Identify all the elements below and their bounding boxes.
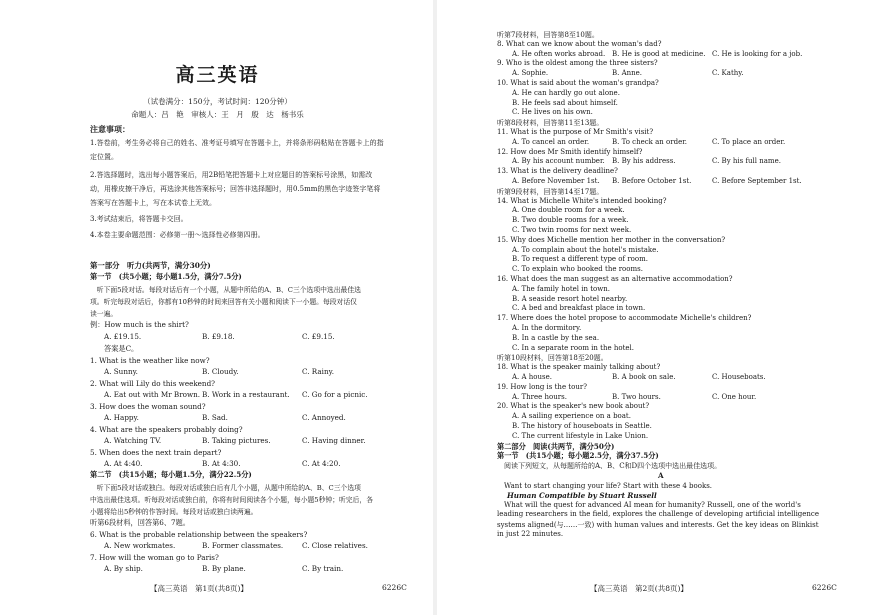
- question-option: C. At 4:20.: [302, 459, 341, 468]
- example-option: A. £19.15.: [104, 332, 142, 341]
- question-option: A. In the dormitory.: [512, 324, 582, 332]
- question-option: B. A book on sale.: [612, 373, 676, 381]
- question-option: C. To place an order.: [712, 137, 786, 146]
- question-option: C. Go for a picnic.: [302, 390, 368, 399]
- passage-line: leading researchers in the field, explores the challenge of developing artificial intelligence: [497, 510, 819, 519]
- material6-heading: 听第6段材料，回答第6、7题。: [90, 518, 190, 527]
- question-option: C. To explain who booked the rooms.: [512, 265, 643, 274]
- notice-line: 动，用橡皮擦干净后，再选涂其他答案标号；回答非选择题时，用0.5mm的黑色字迹签字笔将: [90, 185, 381, 193]
- question-option: A. One double room for a week.: [512, 206, 625, 215]
- question-option: A. A house.: [512, 373, 552, 381]
- question-option: B. He feels sad about himself.: [512, 98, 618, 107]
- authors: 命题人：吕 艳 审核人：王 月 殷 达 杨书乐: [131, 110, 304, 119]
- question-option: C. One hour.: [712, 392, 757, 401]
- example-option: C. £9.15.: [302, 332, 335, 341]
- question-option: C. Annoyed.: [302, 413, 346, 422]
- question-option: C. Two twin rooms for next week.: [512, 226, 632, 234]
- question-stem: 10. What is said about the woman's grandpa?: [497, 79, 659, 87]
- question-option: B. At 4:30.: [202, 459, 241, 468]
- question-stem: 6. What is the probable relationship between the speakers?: [90, 530, 308, 539]
- question-stem: 11. What is the purpose of Mr Smith's visit?: [497, 128, 654, 136]
- question-option: A. Watching TV.: [104, 436, 162, 445]
- question-option: C. Houseboats.: [712, 373, 766, 381]
- question-option: C. Rainy.: [302, 367, 334, 376]
- section-heading: 第二部分 阅读(共两节，满分50分): [497, 441, 615, 451]
- question-stem: 20. What is the speaker's new book about?: [497, 402, 650, 411]
- question-stem: 3. How does the woman sound?: [90, 402, 206, 411]
- example-question: 例：How much is the shirt?: [90, 320, 189, 329]
- question-option: A. By ship.: [104, 564, 143, 573]
- question-option: A. A sailing experience on a boat.: [512, 412, 631, 421]
- question-stem: 8. What can we know about the woman's dad?: [497, 39, 662, 48]
- question-stem: 1. What is the weather like now?: [90, 356, 210, 365]
- passage-line: in just 22 minutes.: [497, 529, 564, 538]
- question-option: B. Sad.: [202, 413, 228, 422]
- question-stem: 16. What does the man suggest as an alternative accommodation?: [497, 275, 733, 283]
- question-option: A. The family hotel in town.: [512, 284, 610, 293]
- book-title: Human Compatible by Stuart Russell: [507, 490, 657, 500]
- question-option: A. He can hardly go out alone.: [512, 88, 620, 97]
- question-option: B. Before October 1st.: [612, 177, 692, 185]
- question-stem: 7. How will the woman go to Paris?: [90, 553, 219, 562]
- passage-line: 阅读下列短文，从每题所给的A、B、C和D四个选项中选出最佳选项。: [497, 462, 722, 471]
- question-option: C. He lives on his own.: [512, 108, 593, 117]
- material-heading: 听第9段材料，回答第14至17题。: [497, 187, 604, 196]
- question-option: B. In a castle by the sea.: [512, 333, 600, 342]
- question-option: C. In a separate room in the hotel.: [512, 343, 634, 352]
- question-option: B. Taking pictures.: [202, 436, 271, 445]
- question-option: B. To request a different type of room.: [512, 255, 648, 264]
- question-option: A. To cancel an order.: [512, 137, 590, 146]
- question-option: B. Two double rooms for a week.: [512, 216, 629, 225]
- sec1-instruction-line: 项。听完每段对话后，你都有10秒钟的时间来回答有关小题和阅读下一小题。每段对话仅: [90, 298, 357, 306]
- sec2-instruction-line: 听下面5段对话或独白。每段对话或独白后有几个小题，从题中所给的A、B、C三个选项: [90, 484, 361, 492]
- material-heading: 听第10段材料，回答第18至20题。: [497, 354, 608, 363]
- question-stem: 17. Where does the hotel propose to accommodate Michelle's children?: [497, 314, 752, 323]
- score-info: （试卷满分：150分，考试时间：120分钟）: [143, 97, 292, 106]
- passage-line: systems aligned(与……一致) with human values and interests. Get the key ideas on Blinkist: [497, 521, 819, 529]
- question-option: C. Before September 1st.: [712, 177, 802, 185]
- question-option: C. Close relatives.: [302, 541, 368, 550]
- question-option: A. New workmates.: [104, 541, 176, 550]
- question-option: A. Sophie.: [512, 69, 549, 78]
- notice-line: 1.答卷前，考生务必将自己的姓名、准考证号填写在答题卡上，并将条形码粘贴在答题卡上的指: [90, 139, 384, 147]
- passage-line: Want to start changing your life? Start with these 4 books.: [497, 481, 713, 490]
- question-option: C. He is looking for a job.: [712, 49, 803, 58]
- question-option: A. Happy.: [104, 413, 139, 422]
- notice-heading: 注意事项：: [90, 124, 130, 134]
- question-option: B. Cloudy.: [202, 367, 239, 376]
- question-option: B. Former classmates.: [202, 541, 284, 550]
- passage-line: What will the quest for advanced AI mean for humanity? Russell, one of the world's: [497, 501, 801, 510]
- question-option: A. Sunny.: [104, 367, 138, 376]
- exam-title: 高三英语: [175, 64, 260, 86]
- question-stem: 18. What is the speaker mainly talking about?: [497, 363, 661, 372]
- question-option: A. To complain about the hotel's mistake.: [512, 245, 659, 254]
- example-answer: 答案是C。: [104, 344, 139, 353]
- sec1-instruction-line: 读一遍。: [90, 310, 118, 318]
- sec2-heading: 第二节 (共15小题；每小题1.5分，满分22.5分): [90, 470, 252, 479]
- material-heading: 听第7段材料，回答第8至10题。: [497, 31, 599, 39]
- question-stem: 4. What are the speakers probably doing?: [90, 425, 243, 434]
- question-option: C. By train.: [302, 564, 344, 573]
- page2-code: 6226C: [812, 583, 837, 592]
- question-stem: 13. What is the delivery deadline?: [497, 167, 618, 176]
- notice-line: 定位置。: [90, 153, 118, 161]
- notice-line: 4.本卷主要命题范围：必修第一册～选择性必修第四册。: [90, 231, 265, 239]
- question-option: B. He is good at medicine.: [612, 49, 706, 58]
- sec2-instruction-line: 中选出最佳选项。听每段对话或独白前，你将有时间阅读各个小题，每小题5秒钟；听完后，各: [90, 496, 373, 504]
- question-option: C. By his full name.: [712, 157, 781, 166]
- question-option: A. Three hours.: [512, 392, 567, 401]
- question-stem: 15. Why does Michelle mention her mother in the conversation?: [497, 235, 726, 244]
- sec1-heading: 第一节 (共5小题；每小题1.5分，满分7.5分): [90, 272, 242, 281]
- question-option: A. Eat out with Mr Brown.: [104, 390, 201, 399]
- question-option: B. By his address.: [612, 157, 676, 166]
- part1-heading: 第一部分 听力(共两节，满分30分): [90, 261, 211, 270]
- question-stem: 12. How does Mr Smith identify himself?: [497, 147, 643, 156]
- notice-line: 答案写在答题卡上，写在本试卷上无效。: [90, 199, 216, 207]
- question-option: A. He often works abroad.: [512, 49, 606, 58]
- question-option: B. By plane.: [202, 564, 246, 573]
- question-option: A. Before November 1st.: [512, 177, 600, 185]
- page1-code: 6226C: [382, 583, 407, 592]
- question-stem: 9. Who is the oldest among the three sisters?: [497, 59, 658, 68]
- page2-footer: 【高三英语 第2页(共8页)】: [590, 584, 688, 593]
- question-option: C. Having dinner.: [302, 436, 366, 445]
- question-option: B. Two hours.: [612, 392, 661, 401]
- notice-line: 2.答选择题时，选出每小题答案后，用2B铅笔把答题卡上对应题目的答案标号涂黑，如需改: [90, 171, 373, 179]
- example-option: B. £9.18.: [202, 332, 235, 341]
- question-option: B. Work in a restaurant.: [202, 390, 290, 399]
- question-option: A. At 4:40.: [104, 459, 143, 468]
- sec1-instruction-line: 听下面5段对话。每段对话后有一个小题，从题中所给的A、B、C三个选项中选出最佳选: [90, 286, 361, 294]
- question-option: B. A seaside resort hotel nearby.: [512, 294, 628, 303]
- question-option: C. The current lifestyle in Lake Union.: [512, 431, 649, 440]
- question-option: C. Kathy.: [712, 69, 744, 78]
- question-option: B. To check an order.: [612, 137, 688, 146]
- question-stem: 19. How long is the tour?: [497, 382, 587, 391]
- notice-line: 3.考试结束后，将答题卡交回。: [90, 215, 188, 223]
- page1-footer: 【高三英语 第1页(共8页)】: [150, 584, 248, 593]
- material-heading: 听第8段材料，回答第11至13题。: [497, 119, 604, 128]
- section-heading: 第一节 (共15小题；每小题2.5分，满分37.5分): [497, 451, 659, 461]
- passage-letter: A: [658, 471, 664, 480]
- question-option: A. By his account number.: [512, 157, 605, 166]
- question-stem: 14. What is Michelle White's intended booking?: [497, 196, 667, 205]
- question-stem: 2. What will Lily do this weekend?: [90, 379, 216, 388]
- question-option: C. A bed and breakfast place in town.: [512, 304, 646, 313]
- question-option: B. Anne.: [612, 69, 643, 78]
- sec2-instruction-line: 小题将给出5秒钟的作答时间。每段对话或独白读两遍。: [90, 508, 258, 516]
- question-stem: 5. When does the next train depart?: [90, 448, 222, 457]
- question-option: B. The history of houseboats in Seattle.: [512, 422, 652, 430]
